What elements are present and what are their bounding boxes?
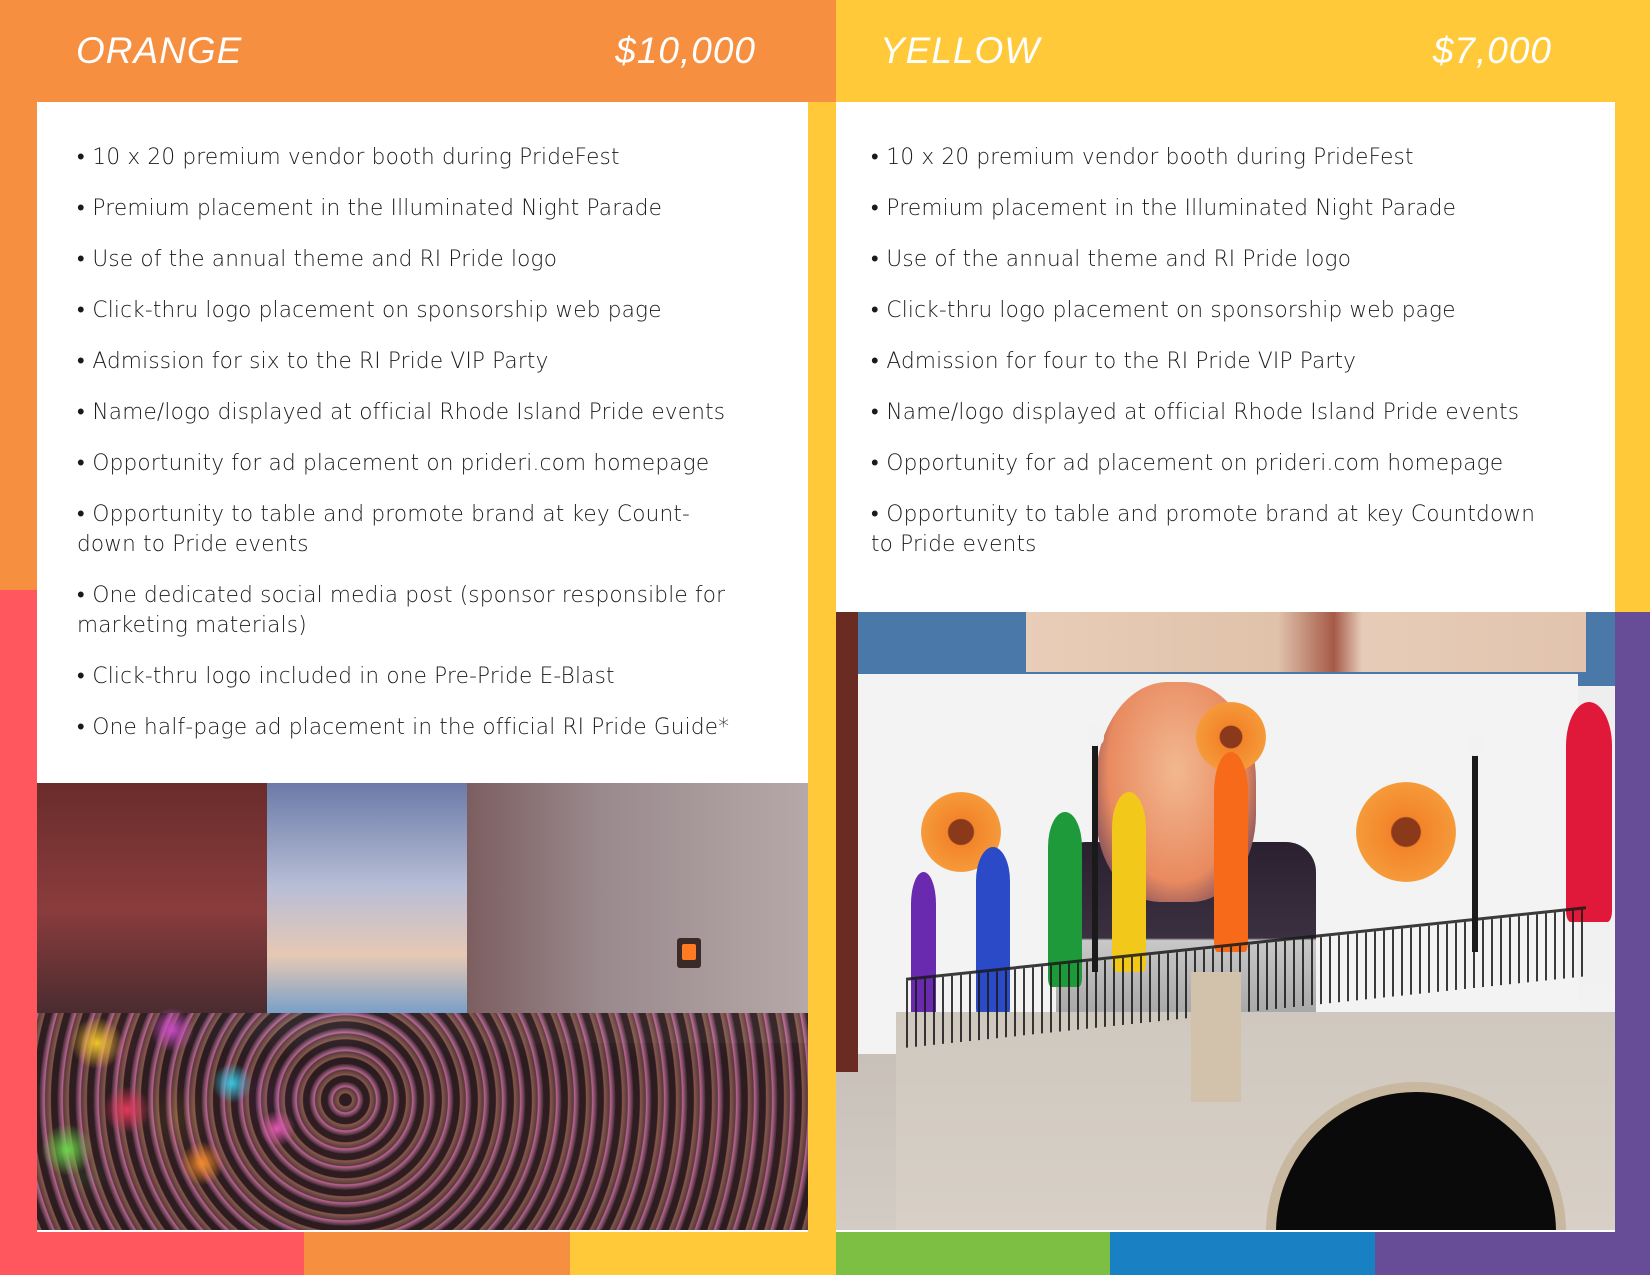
yellow-divider-strip (808, 102, 836, 1232)
stripe-red (0, 1232, 304, 1275)
yellow-tier-header (880, 0, 1552, 102)
orange-tier-header (76, 0, 756, 102)
bullet-icon: • (871, 144, 879, 170)
lamp-globe-icon (1086, 724, 1104, 746)
bullet-icon: • (871, 501, 879, 527)
benefit-item: • Admission for four to the RI Pride VIP Party (871, 348, 1357, 374)
mural-bridge-flags-photo (836, 612, 1615, 1230)
bullet-icon: • (871, 450, 879, 476)
crosswalk-signal-icon (677, 938, 701, 968)
tier-price: $7,000 (1432, 30, 1552, 71)
bullet-icon: • (77, 714, 85, 740)
benefit-item: • Use of the annual theme and RI Pride logo (77, 246, 558, 272)
purple-border-block (1615, 612, 1650, 1232)
bullet-icon: • (77, 246, 85, 272)
bullet-icon: • (77, 399, 85, 425)
bullet-icon: • (77, 195, 85, 221)
benefits-list (77, 142, 772, 742)
balloons (37, 963, 337, 1230)
stripe-green (836, 1232, 1110, 1275)
benefit-item: • 10 x 20 premium vendor booth during PrideFest (77, 144, 620, 170)
lamppost (1092, 742, 1098, 972)
stripe-blue (1110, 1232, 1375, 1275)
bullet-icon: • (77, 450, 85, 476)
benefit-item: • Premium placement in the Illuminated Night Parade (77, 195, 663, 221)
bullet-icon: • (871, 246, 879, 272)
benefit-item: • Click-thru logo placement on sponsorship web page (871, 297, 1456, 323)
yellow-tier-benefits-panel (836, 102, 1615, 612)
sunflower-icon (1356, 782, 1456, 882)
bullet-icon: • (77, 297, 85, 323)
background-buildings (1026, 612, 1586, 672)
bullet-icon: • (77, 663, 85, 689)
benefits-list (871, 142, 1585, 559)
stripe-purple (1375, 1232, 1650, 1275)
benefit-item: • Opportunity for ad placement on prideri.com homepage (871, 450, 1504, 476)
night-parade-crowd-photo (37, 783, 808, 1230)
benefit-item: • Opportunity for ad placement on prideri.com homepage (77, 450, 710, 476)
benefit-item: • Premium placement in the Illuminated Night Parade (871, 195, 1457, 221)
stone-building (467, 783, 808, 1043)
bullet-icon: • (871, 195, 879, 221)
bullet-icon: • (871, 348, 879, 374)
tier-name: ORANGE (76, 30, 243, 71)
rainbow-bottom-stripe (0, 1232, 1650, 1275)
benefit-item: • One half-page ad placement in the official RI Pride Guide* (77, 714, 730, 740)
bullet-icon: • (871, 399, 879, 425)
bullet-icon: • (77, 582, 85, 608)
benefit-item: • Opportunity to table and promote brand at key Countdown to Pride events (871, 501, 1536, 557)
benefit-item: • Name/logo displayed at official Rhode Island Pride events (871, 399, 1520, 425)
orange-tier-benefits-panel (37, 102, 808, 783)
bullet-icon: • (871, 297, 879, 323)
benefit-item: • Click-thru logo included in one Pre-Pride E-Blast (77, 663, 615, 689)
bullet-icon: • (77, 144, 85, 170)
brick-building (836, 612, 858, 1072)
benefit-item: • 10 x 20 premium vendor booth during PrideFest (871, 144, 1414, 170)
tier-price: $10,000 (615, 30, 756, 71)
lamp-globe-icon (1466, 734, 1484, 756)
yellow-flag (1112, 792, 1146, 972)
benefit-item: • Use of the annual theme and RI Pride logo (871, 246, 1352, 272)
benefit-item: • Click-thru logo placement on sponsorship web page (77, 297, 662, 323)
stripe-orange (304, 1232, 570, 1275)
benefit-item: • Opportunity to table and promote brand at key Count-down to Pride events (77, 501, 691, 557)
benefit-item: • Name/logo displayed at official Rhode Island Pride events (77, 399, 726, 425)
bullet-icon: • (77, 348, 85, 374)
benefit-item: • Admission for six to the RI Pride VIP Party (77, 348, 549, 374)
benefit-item: • One dedicated social media post (sponsor responsible for marketing materials) (77, 582, 726, 638)
orange-flag (1214, 752, 1248, 952)
red-border-block (0, 590, 37, 1275)
bridge-pillar (1191, 972, 1241, 1102)
bullet-icon: • (77, 501, 85, 527)
tier-name: YELLOW (880, 30, 1041, 71)
stripe-yellow (570, 1232, 836, 1275)
red-flag (1566, 702, 1612, 922)
